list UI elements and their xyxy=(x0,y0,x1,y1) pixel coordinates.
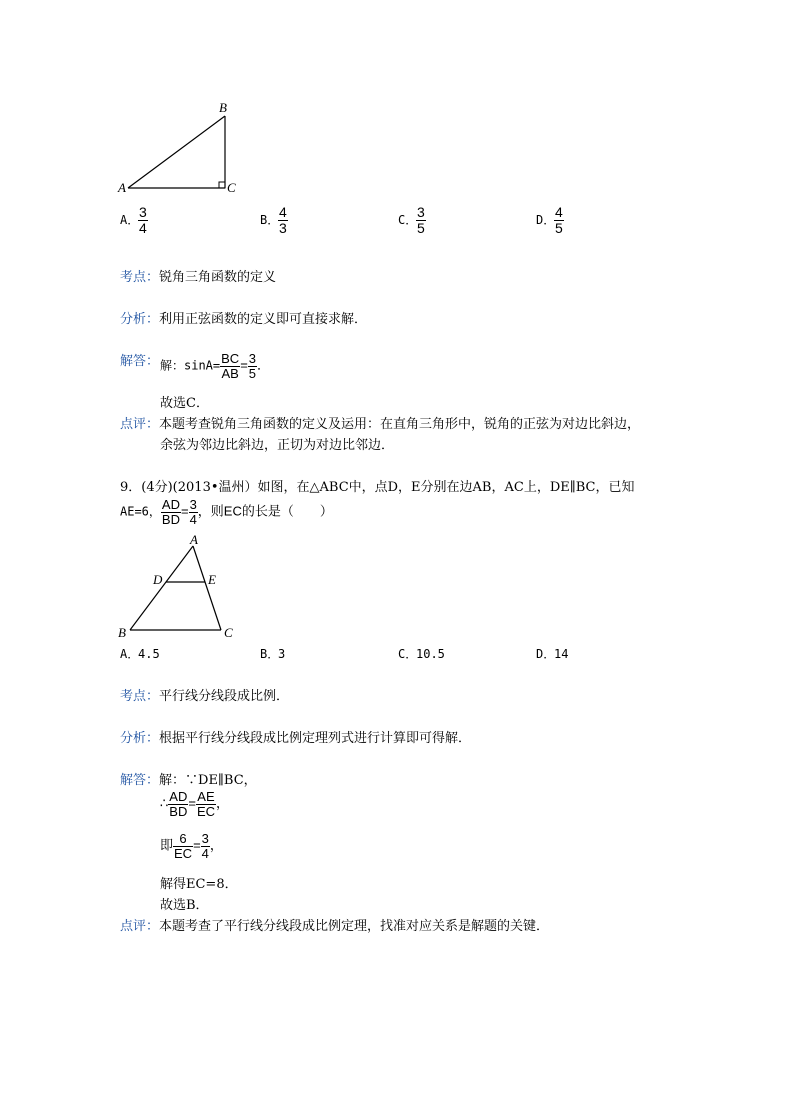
q9-dianping-label: 点评： xyxy=(120,919,160,934)
q8-jieda-label: 解答： xyxy=(120,354,160,369)
q8-kaodian-text: 锐角三角函数的定义 xyxy=(159,270,277,285)
q8-vertex-b: B xyxy=(219,100,227,115)
q9-jieda-label: 解答： xyxy=(120,773,160,788)
q8-fenxi-text: 利用正弦函数的定义即可直接求解． xyxy=(159,312,368,327)
q9-step4: 解得EC=8． xyxy=(160,877,238,892)
q9-option-d: D．14 xyxy=(536,647,569,661)
q8-dianping-label: 点评： xyxy=(120,417,160,432)
q9-jieda xyxy=(120,769,257,788)
q8-option-d: D． $\frac{4}{5}$ xyxy=(536,204,563,236)
q9-option-c: C．10.5 xyxy=(398,647,445,661)
q8-option-c: C． $\frac{3}{5}$ xyxy=(398,204,425,236)
q8-dianping xyxy=(120,413,640,432)
q8-jieda xyxy=(120,350,159,369)
q9-triangle-figure xyxy=(115,532,245,644)
q8-side-ab xyxy=(128,116,225,188)
q9-side-ab xyxy=(130,546,193,630)
q8-dianping-line1: 本题考查锐角三角函数的定义及运用：在直角三角形中，锐角的正弦为对边比斜边， xyxy=(159,417,641,432)
q9-kaodian-label: 考点： xyxy=(120,689,160,704)
q8-vertex-c: C xyxy=(227,180,236,195)
q9-kaodian xyxy=(120,685,289,704)
q9-vertex-c: C xyxy=(224,625,233,640)
q9-point-e: E xyxy=(208,572,216,587)
q8-fenxi xyxy=(120,308,367,327)
q8-vertex-a: A xyxy=(118,180,126,195)
q8-option-b: B． $\frac{4}{3}$ xyxy=(260,204,287,236)
q9-step1: 解：∵DE∥BC， xyxy=(159,773,257,788)
q9-step2: ∴ $\frac{AD}{BD}$ = $\frac{AE}{EC}$ ， xyxy=(160,789,230,819)
q8-kaodian xyxy=(120,266,276,285)
q9-point-d: D xyxy=(153,572,163,587)
q9-side-ac xyxy=(193,546,221,630)
q9-vertex-a: A xyxy=(190,532,198,547)
q9-fenxi-label: 分析： xyxy=(120,731,160,746)
q9-dianping-text: 本题考查了平行线分线段成比例定理，找准对应关系是解题的关键． xyxy=(159,919,550,934)
q8-choice: 故选C． xyxy=(160,396,209,411)
q8-kaodian-label: 考点： xyxy=(120,270,160,285)
q9-fenxi xyxy=(120,727,471,746)
q9-vertex-b: B xyxy=(118,625,126,640)
q8-dianping-line2: 余弦为邻边比斜边，正切为对边比邻边． xyxy=(160,438,395,453)
q8-fenxi-label: 分析： xyxy=(120,312,160,327)
q9-fenxi-text: 根据平行线分线段成比例定理列式进行计算即可得解． xyxy=(159,731,472,746)
q9-stem-line1: 9．(4分)(2013•温州）如图，在△ABC中，点D，E分别在边AB，AC上，DE∥BC，已知 xyxy=(120,480,635,495)
q9-stem-line2: AE=6， $\frac{AD}{BD}$ = $\frac{3}{4}$ ，则EC的长是（ ） xyxy=(120,497,333,527)
q9-step3: 即 $\frac{6}{EC}$ = $\frac{3}{4}$ ， xyxy=(160,831,223,861)
q8-solution-equation: 解：sinA= $\frac{BC}{AB}$ = $\frac{3}{5}$ ． xyxy=(160,351,271,381)
q9-dianping xyxy=(120,915,549,934)
q9-option-a: A．4.5 xyxy=(120,647,160,661)
q9-kaodian-text: 平行线分线段成比例． xyxy=(159,689,290,704)
q9-step5: 故选B． xyxy=(160,898,209,913)
q8-triangle-figure xyxy=(115,98,245,198)
q8-right-angle-mark xyxy=(219,182,225,188)
q9-option-b: B．3 xyxy=(260,647,286,661)
q8-option-a: A． $\frac{3}{4}$ xyxy=(120,204,147,236)
